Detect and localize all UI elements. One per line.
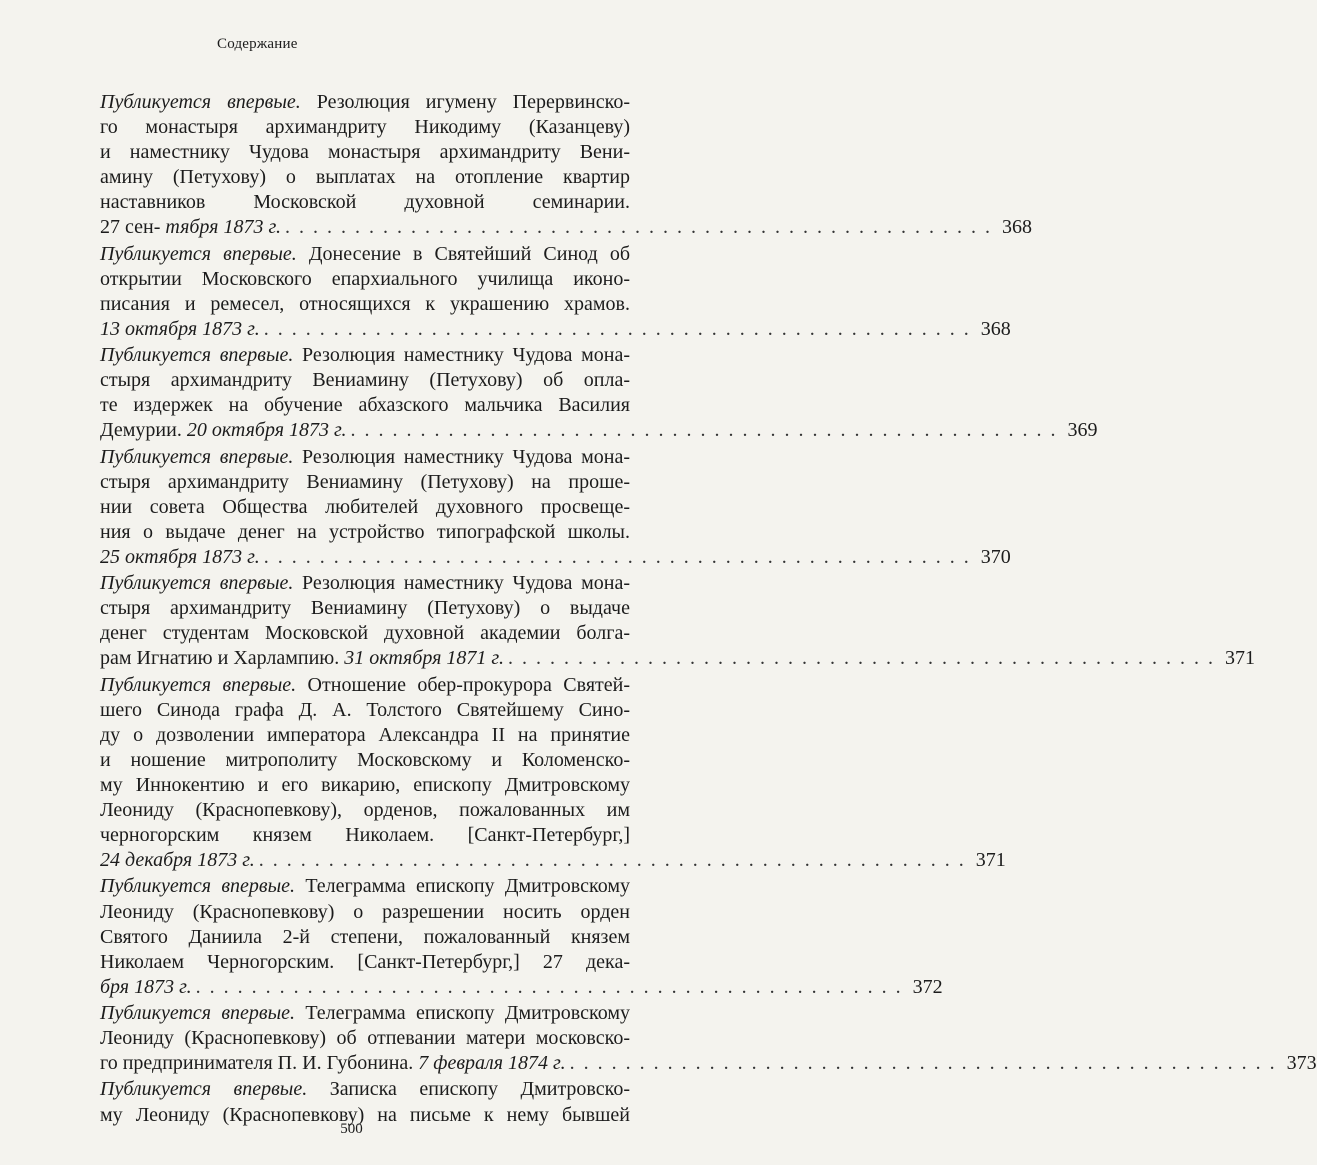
entry-line: [100, 723, 630, 748]
entry-line: [100, 748, 630, 773]
entry-text: ния о выдаче денег на устройство типографской школы.: [100, 520, 630, 543]
entry-line: [100, 445, 630, 470]
entry-line: [100, 698, 630, 723]
entry-line: [100, 1026, 630, 1051]
entry-page-number: 368: [1002, 216, 1032, 239]
entry-text: черногорским князем Николаем. [Санкт-Петербург,]: [100, 824, 630, 847]
publication-note: Публикуется впервые.: [100, 1078, 308, 1101]
entry-text: стыря архимандриту Вениамину (Петухову) на проше-: [100, 470, 630, 493]
entry-text: Телеграмма епископу Дмитровскому: [295, 875, 630, 898]
entry-line: [100, 900, 630, 925]
entry-last-line: [100, 317, 1011, 342]
entry-line: [100, 495, 630, 520]
toc-entry: [100, 874, 943, 999]
entry-text: открытии Московского епархиального училища иконо-: [100, 267, 630, 290]
dot-leader: . . . . . . . . . . . . . . . . . . . . . . . . . . . . . . . . . . . . . . . . . . . . . . . . . . .: [195, 975, 903, 998]
publication-note: Публикуется впервые.: [100, 673, 297, 696]
entry-tail: [100, 418, 347, 443]
entry-date: 7 февраля 1874 г.: [418, 1052, 566, 1075]
entry-line: [100, 874, 630, 899]
entry-line: [100, 773, 630, 798]
entry-tail: [100, 646, 504, 671]
entry-text: и наместнику Чудова монастыря архимандриту Вени-: [100, 141, 630, 164]
entry-last-line: [100, 418, 1098, 443]
toc-entry: [100, 90, 1032, 241]
dot-leader: . . . . . . . . . . . . . . . . . . . . . . . . . . . . . . . . . . . . . . . . . . . . . . . . . . .: [569, 1052, 1277, 1075]
entry-text: Леониду (Краснопевкову), орденов, пожалованных им: [100, 799, 630, 822]
entry-text: Леониду (Краснопевкову) о разрешении носить орден: [100, 900, 630, 923]
entry-line: [100, 1077, 630, 1102]
entry-text: Донесение в Святейший Синод об: [296, 242, 631, 265]
entry-line: [100, 267, 630, 292]
entry-line: [100, 115, 630, 140]
entry-last-line: [100, 1051, 1317, 1076]
entry-text: му Иннокентию и его викарию, епископу Дмитровскому: [100, 774, 630, 796]
entry-page-number: 371: [975, 849, 1006, 872]
publication-note: Публикуется впервые.: [100, 875, 296, 898]
entry-line: [100, 242, 630, 267]
toc-entry: [100, 571, 1255, 671]
entry-last-line: [100, 215, 1032, 240]
entry-line: [100, 393, 630, 418]
entry-text: наставников Московской духовной семинарии.: [100, 191, 630, 214]
entry-date: 31 октября 1871 г.: [344, 647, 504, 670]
entry-text: го монастыря архимандриту Никодиму (Казанцеву): [100, 116, 630, 139]
entry-line: [100, 1001, 630, 1026]
dot-leader: . . . . . . . . . . . . . . . . . . . . . . . . . . . . . . . . . . . . . . . . . . . . . . . . . . .: [258, 849, 966, 872]
entry-line: [100, 798, 630, 823]
entry-line: [100, 596, 630, 621]
toc-entry: [100, 1001, 1317, 1076]
entry-text: писания и ремесел, относящихся к украшению храмов.: [100, 292, 630, 315]
entry-text: стыря архимандриту Вениамину (Петухову) о выдаче: [100, 597, 630, 620]
toc-entry: [100, 673, 1006, 874]
entry-text: денег студентам Московской духовной академии болга-: [100, 622, 630, 645]
dot-leader: . . . . . . . . . . . . . . . . . . . . . . . . . . . . . . . . . . . . . . . . . . . . . . . . . . .: [285, 216, 992, 239]
dot-leader: . . . . . . . . . . . . . . . . . . . . . . . . . . . . . . . . . . . . . . . . . . . . . . . . . . .: [350, 419, 1058, 442]
entry-text: Резолюция игумену Перервинско-: [300, 91, 630, 113]
entry-text: му Леониду (Краснопевкову) на письме к нему бывшей: [100, 1103, 630, 1126]
entry-text: нии совета Общества любителей духовного просвеще-: [100, 495, 630, 518]
entry-text: Резолюция наместнику Чудова мона-: [293, 344, 630, 367]
entry-line: [100, 90, 630, 115]
entry-last-line: [100, 646, 1255, 671]
entry-text: те издержек на обучение абхазского мальчика Василия: [100, 394, 630, 417]
entry-text: 27 сен-: [100, 216, 161, 239]
entry-text: Записка епископу Дмитровско-: [307, 1078, 630, 1101]
toc-entry: [100, 445, 1011, 570]
entry-tail: [100, 1051, 566, 1076]
entry-page-number: 368: [980, 317, 1011, 340]
entry-page-number: 373: [1286, 1052, 1317, 1075]
entry-last-line: [100, 848, 1006, 873]
entry-line: [100, 165, 630, 190]
entry-line: [100, 140, 630, 165]
entry-text: ду о дозволении императора Александра II на принятие: [100, 723, 630, 746]
entry-line: [100, 925, 630, 950]
running-head: Содержание: [217, 36, 298, 52]
entry-line: [100, 520, 630, 545]
entry-tail: [100, 545, 260, 570]
entry-page-number: 370: [980, 545, 1011, 568]
entry-date: 25 октября 1873 г.: [100, 545, 260, 568]
entry-text: рам Игнатию и Харлампию.: [100, 647, 340, 670]
entry-date: 20 октября 1873 г.: [186, 419, 347, 442]
entry-text: Демурии.: [100, 419, 182, 442]
entry-date: 13 октября 1873 г.: [100, 317, 260, 340]
entry-line: [100, 470, 630, 495]
entry-page-number: 371: [1224, 647, 1255, 670]
entry-line: [100, 190, 630, 215]
entry-tail: [100, 215, 281, 240]
entry-tail: [100, 317, 260, 342]
entry-last-line: [100, 545, 1011, 570]
toc-entry: [100, 343, 1098, 443]
entry-text: Николаем Черногорским. [Санкт-Петербург,] 27 дека-: [100, 950, 630, 973]
entry-date: 24 декабря 1873 г.: [100, 849, 255, 872]
entry-text: Леониду (Краснопевкову) об отпевании матери московско-: [100, 1027, 630, 1050]
entry-text: и ношение митрополиту Московскому и Коломенско-: [100, 748, 630, 771]
entry-text: го предпринимателя П. И. Губонина.: [100, 1052, 414, 1075]
entry-text: Святого Даниила 2-й степени, пожалованный князем: [100, 925, 630, 948]
entry-line: [100, 950, 630, 975]
entry-text: Резолюция наместнику Чудова мона-: [293, 445, 630, 468]
publication-note: Публикуется впервые.: [100, 445, 294, 468]
entry-page-number: 369: [1067, 419, 1098, 442]
entry-text: стыря архимандриту Вениамину (Петухову) об опла-: [100, 369, 630, 392]
entry-line: [100, 673, 630, 698]
entry-text: Телеграмма епископу Дмитровскому: [295, 1002, 630, 1025]
entry-text: шего Синода графа Д. А. Толстого Святейшему Сино-: [100, 698, 630, 721]
entry-text: Резолюция наместнику Чудова мона-: [293, 572, 630, 595]
dot-leader: . . . . . . . . . . . . . . . . . . . . . . . . . . . . . . . . . . . . . . . . . . . . . . . . . . .: [263, 545, 971, 568]
entry-page-number: 372: [912, 975, 943, 998]
entry-line: [100, 343, 630, 368]
entry-line: [100, 823, 630, 848]
entry-tail: [100, 848, 255, 873]
publication-note: Публикуется впервые.: [100, 1002, 296, 1025]
publication-note: Публикуется впервые.: [100, 91, 301, 113]
entry-text: амину (Петухову) о выплатах на отопление квартир: [100, 166, 630, 189]
toc-entry: [100, 242, 1011, 342]
entry-date: бря 1873 г.: [100, 975, 192, 998]
entry-last-line: [100, 975, 943, 1000]
publication-note: Публикуется впервые.: [100, 344, 294, 367]
dot-leader: . . . . . . . . . . . . . . . . . . . . . . . . . . . . . . . . . . . . . . . . . . . . . . . . . . .: [263, 317, 971, 340]
entry-line: [100, 571, 630, 596]
entry-line: [100, 621, 630, 646]
entry-line: [100, 292, 630, 317]
entry-text: Отношение обер-прокурора Святей-: [296, 673, 630, 696]
entry-date: тября 1873 г.: [165, 216, 281, 239]
publication-note: Публикуется впервые.: [100, 242, 297, 265]
table-of-contents: [100, 90, 1317, 1129]
entry-line: [100, 368, 630, 393]
page-number: 500: [340, 1121, 363, 1137]
dot-leader: . . . . . . . . . . . . . . . . . . . . . . . . . . . . . . . . . . . . . . . . . . . . . . . . . . .: [507, 647, 1215, 670]
entry-tail: [100, 975, 192, 1000]
publication-note: Публикуется впервые.: [100, 572, 294, 595]
